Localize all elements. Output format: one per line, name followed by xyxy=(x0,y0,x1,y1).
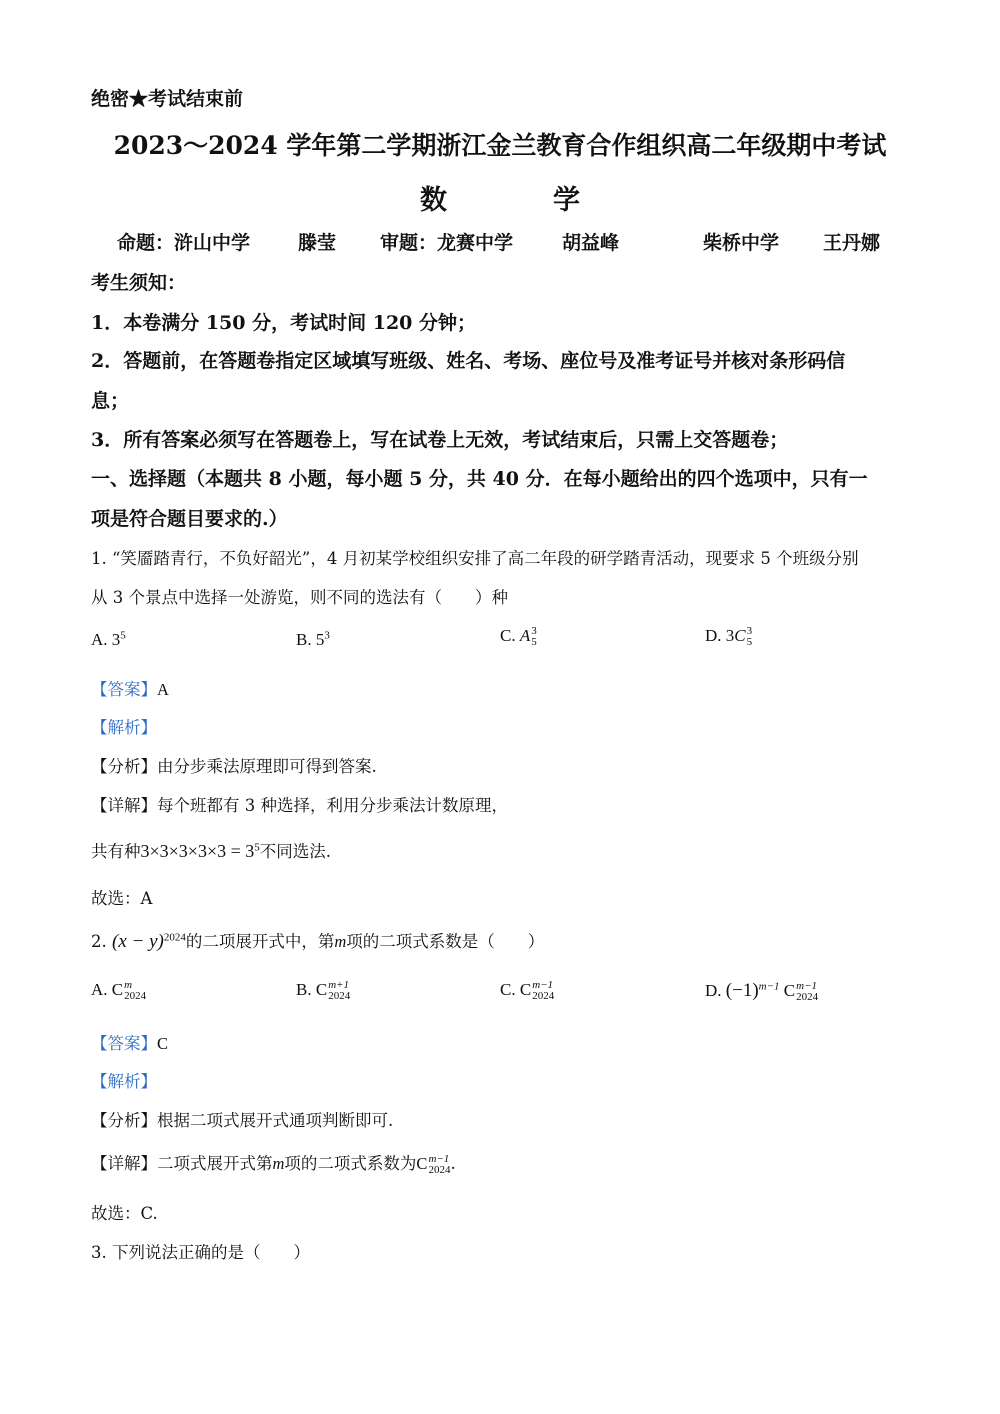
proposer-label: 命题：浒山中学 xyxy=(117,232,251,254)
reviewer2-school: 柴桥中学 xyxy=(703,232,780,254)
section-heading: 一、选择题（本题共 8 小题，每小题 5 分，共 40 分．在每小题给出的四个选项中，只有一 xyxy=(91,468,868,490)
q2-option-a: A. C m 2024 xyxy=(91,979,147,1003)
q2-jiexi-tag: 【解析】 xyxy=(91,1072,157,1091)
q2-option-b: B. C m+1 2024 xyxy=(296,979,351,1003)
q1-option-d: D. 3C 3 5 xyxy=(705,625,753,649)
reviewer-name: 胡益峰 xyxy=(562,232,620,254)
reviewer2-name: 王丹娜 xyxy=(823,232,881,254)
note-2-cont: 息； xyxy=(91,390,130,412)
q1-option-c: C. A 3 5 xyxy=(500,625,537,649)
q1-stem-cont: 从 3 个景点中选择一处游览，则不同的选法有（ ）种 xyxy=(91,588,508,607)
q1-option-b: B. $5^3$ xyxy=(296,629,330,649)
q1-calculation: 共有种$3\times 3\times 3\times 3\times 3 = 3^5$不同选法. xyxy=(91,841,332,861)
reviewer-label: 审题：龙赛中学 xyxy=(380,232,514,254)
exam-title: 2023～2024 学年第二学期浙江金兰教育合作组织高二年级期中考试 xyxy=(113,131,887,160)
q2-choose: 故选：C. xyxy=(91,1204,158,1223)
q2-stem: 2. $(x - y)^{2024}$的二项展开式中，第m项的二项式系数是（ ） xyxy=(91,931,545,952)
note-3: 3．所有答案必须写在答题卷上，写在试卷上无效，考试结束后，只需上交答题卷； xyxy=(91,429,789,451)
q1-jiexi-tag: 【解析】 xyxy=(91,718,157,737)
q2-answer: 【答案】C xyxy=(91,1034,169,1053)
proposer-name: 滕莹 xyxy=(298,232,337,254)
q1-answer: 【答案】A xyxy=(91,680,169,699)
q1-detail: 【详解】每个班都有 3 种选择，利用分步乘法计数原理， xyxy=(91,796,508,815)
note-1: 1．本卷满分 150 分，考试时间 120 分钟； xyxy=(91,312,477,334)
q2-analysis: 【分析】根据二项式展开式通项判断即可. xyxy=(91,1111,394,1130)
q2-option-d: D. $(-1)^{m-1}$ C m−1 2024 xyxy=(705,980,819,1004)
q3-stem: 3. 下列说法正确的是（ ） xyxy=(91,1243,310,1262)
q1-option-a: A. $3^5$ xyxy=(91,629,126,649)
q2-option-c: C. C m−1 2024 xyxy=(500,979,555,1003)
notes-heading: 考生须知： xyxy=(91,272,187,294)
q1-stem: 1. “笑靥踏青行，不负好韶光”，4 月初某学校组织安排了高二年段的研学踏青活动，现要求 5 个班级分别 xyxy=(91,549,859,568)
subject-char-1: 数 xyxy=(420,185,447,216)
q1-analysis: 【分析】由分步乘法原理即可得到答案. xyxy=(91,757,377,776)
confidential-label: 绝密★考试结束前 xyxy=(91,88,244,110)
note-2: 2．答题前，在答题卷指定区域填写班级、姓名、考场、座位号及准考证号并核对条形码信 xyxy=(91,350,846,372)
section-heading-cont: 项是符合题目要求的.） xyxy=(91,508,288,530)
q1-choose: 故选：A xyxy=(91,889,153,908)
subject-char-2: 学 xyxy=(553,185,580,216)
q2-detail: 【详解】二项式展开式第m项的二项式系数为C m−1 2024 . xyxy=(91,1152,456,1176)
